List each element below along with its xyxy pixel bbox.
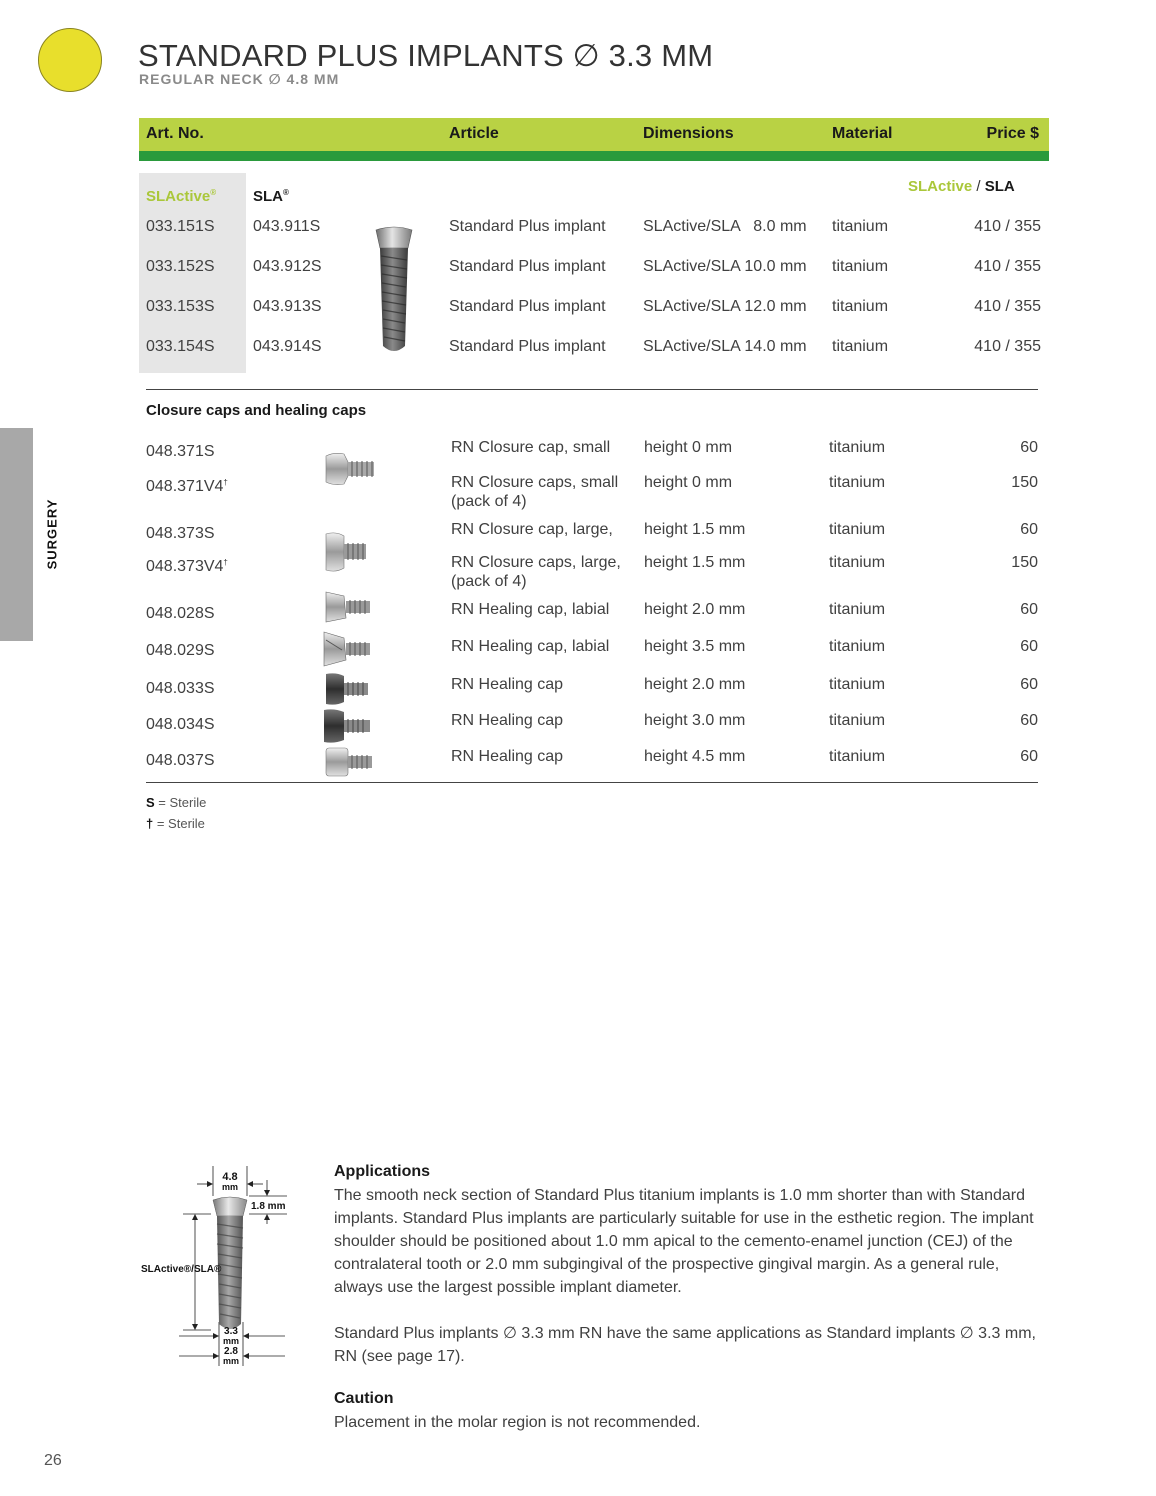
table-header [139, 118, 1049, 151]
material: titanium [829, 521, 886, 538]
art-no: 048.371V4† [146, 478, 228, 495]
dimensions: SLActive/SLA 12.0 mm [643, 298, 807, 315]
art-no: 048.033S [146, 680, 215, 697]
price-subheader: SLActive / SLA [908, 178, 1015, 195]
slactive-art-no: 033.151S [146, 218, 215, 235]
side-tab-label: SURGERY [44, 498, 60, 570]
dimensions: height 1.5 mm [644, 521, 746, 538]
side-tab [0, 428, 33, 641]
tip-value: 2.8 [224, 1346, 238, 1357]
material: titanium [832, 298, 889, 315]
dimensions: height 3.5 mm [644, 638, 746, 655]
material: titanium [832, 338, 889, 355]
page-subtitle: REGULAR NECK ∅ 4.8 MM [139, 71, 340, 87]
top-width-value: 4.8 [222, 1171, 238, 1183]
article: RN Healing cap [451, 748, 564, 765]
article: RN Closure cap, small [451, 439, 611, 456]
legend-sterile-dagger: † = Sterile [146, 816, 205, 831]
caps-section-title: Closure caps and healing caps [146, 402, 367, 419]
caution-text: Placement in the molar region is not recommended. [334, 1414, 701, 1431]
article: RN Closure caps, small [451, 474, 619, 491]
price: 60 [1020, 601, 1038, 618]
price: 60 [1020, 676, 1038, 693]
col-art-no: Art. No. [146, 125, 204, 142]
material: titanium [829, 676, 886, 693]
closure-cap-small-image [324, 452, 376, 486]
implant-image [372, 224, 416, 356]
col-article: Article [449, 125, 499, 142]
article: RN Healing cap, labial [451, 638, 610, 655]
article: Standard Plus implant [449, 338, 606, 355]
sla-art-no: 043.913S [253, 298, 322, 315]
price: 150 [1011, 474, 1038, 491]
article: Standard Plus implant [449, 298, 606, 315]
top-width-unit: mm [221, 1182, 239, 1192]
material: titanium [829, 748, 886, 765]
applications-paragraph-2: Standard Plus implants ∅ 3.3 mm RN have the same applications as Standard implants ∅ 3.3 mm, RN (see page 17). [334, 1325, 1036, 1365]
price: 60 [1020, 439, 1038, 456]
article: RN Healing cap [451, 712, 564, 729]
material: titanium [829, 712, 886, 729]
art-no: 048.034S [146, 716, 215, 733]
art-no: 048.029S [146, 642, 215, 659]
dimensions: SLActive/SLA 10.0 mm [643, 258, 807, 275]
price: 410 / 355 [974, 338, 1041, 355]
price: 60 [1020, 521, 1038, 538]
implant-dimension-diagram [135, 1162, 295, 1374]
caution-title: Caution [334, 1390, 394, 1407]
price: 410 / 355 [974, 218, 1041, 235]
applications-title: Applications [334, 1163, 431, 1180]
price: 60 [1020, 638, 1038, 655]
article: RN Healing cap, labial [451, 601, 610, 618]
section-divider [146, 389, 1038, 390]
price: 60 [1020, 748, 1038, 765]
dimensions: SLActive/SLA 14.0 mm [643, 338, 807, 355]
sla-subheader: SLA® [253, 188, 289, 205]
healing-cap-2-image [324, 672, 370, 706]
price: 410 / 355 [974, 258, 1041, 275]
slactive-art-no: 033.152S [146, 258, 215, 275]
article: Standard Plus implant [449, 218, 606, 235]
article-line-2: (pack of 4) [451, 493, 527, 510]
article: RN Healing cap [451, 676, 564, 693]
col-material: Material [832, 125, 893, 142]
col-price: Price $ [986, 125, 1039, 142]
article: RN Closure caps, large, [451, 554, 621, 571]
dimensions: height 1.5 mm [644, 554, 746, 571]
table-bottom-rule [146, 782, 1038, 783]
art-no: 048.028S [146, 605, 215, 622]
article-line-2: (pack of 4) [451, 573, 527, 590]
legend-sterile-s: S = Sterile [146, 795, 207, 810]
closure-cap-large-image [324, 532, 368, 572]
sla-art-no: 043.914S [253, 338, 322, 355]
slactive-art-no: 033.153S [146, 298, 215, 315]
neck-height: 1.8 mm [251, 1201, 286, 1212]
material: titanium [829, 439, 886, 456]
price: 410 / 355 [974, 298, 1041, 315]
tip-unit: mm [222, 1356, 240, 1366]
art-no: 048.373S [146, 525, 215, 542]
material: titanium [829, 601, 886, 618]
price: 60 [1020, 712, 1038, 729]
page-number: 26 [44, 1452, 62, 1469]
dimensions: height 4.5 mm [644, 748, 746, 765]
sla-art-no: 043.911S [253, 218, 321, 235]
slactive-art-no: 033.154S [146, 338, 215, 355]
dimensions: height 0 mm [644, 474, 733, 491]
dimensions: height 3.0 mm [644, 712, 746, 729]
core-unit: mm [222, 1336, 240, 1346]
page-title: STANDARD PLUS IMPLANTS ∅ 3.3 MM [138, 38, 714, 73]
material: titanium [829, 554, 886, 571]
core-value: 3.3 [224, 1326, 238, 1337]
dimensions: height 0 mm [644, 439, 733, 456]
applications-paragraph-1: The smooth neck section of Standard Plus titanium implants is 1.0 mm shorter than with Standard implants. Standard Plus implants are particularly suitable for use in the esthetic region. The implant shoulder should be positioned about 1.0 mm apical to the cemento-enamel junction (CEJ) of the contralateral tooth or 2.0 mm subgingival of the prospective gingival margin. As a general rule, always use the largest possible implant diameter. [334, 1187, 1034, 1296]
healing-cap-3-image [322, 708, 372, 744]
dimensions: SLActive/SLA 8.0 mm [643, 218, 807, 235]
brand-dot [38, 28, 102, 92]
table-header-bar [139, 151, 1049, 161]
col-dimensions: Dimensions [643, 125, 734, 142]
material: titanium [829, 474, 886, 491]
dimensions: height 2.0 mm [644, 676, 746, 693]
article: Standard Plus implant [449, 258, 606, 275]
material: titanium [832, 218, 889, 235]
dimensions: height 2.0 mm [644, 601, 746, 618]
sla-art-no: 043.912S [253, 258, 322, 275]
healing-cap-labial-3-image [322, 630, 372, 668]
surface-label: SLActive®/SLA® [141, 1264, 222, 1275]
material: titanium [829, 638, 886, 655]
article: RN Closure cap, large, [451, 521, 613, 538]
material: titanium [832, 258, 889, 275]
art-no: 048.371S [146, 443, 215, 460]
healing-cap-labial-2-image [324, 590, 372, 624]
slactive-subheader: SLActive® [146, 188, 217, 205]
price: 150 [1011, 554, 1038, 571]
art-no: 048.373V4† [146, 558, 228, 575]
healing-cap-4-5-image [324, 746, 374, 778]
art-no: 048.037S [146, 752, 215, 769]
